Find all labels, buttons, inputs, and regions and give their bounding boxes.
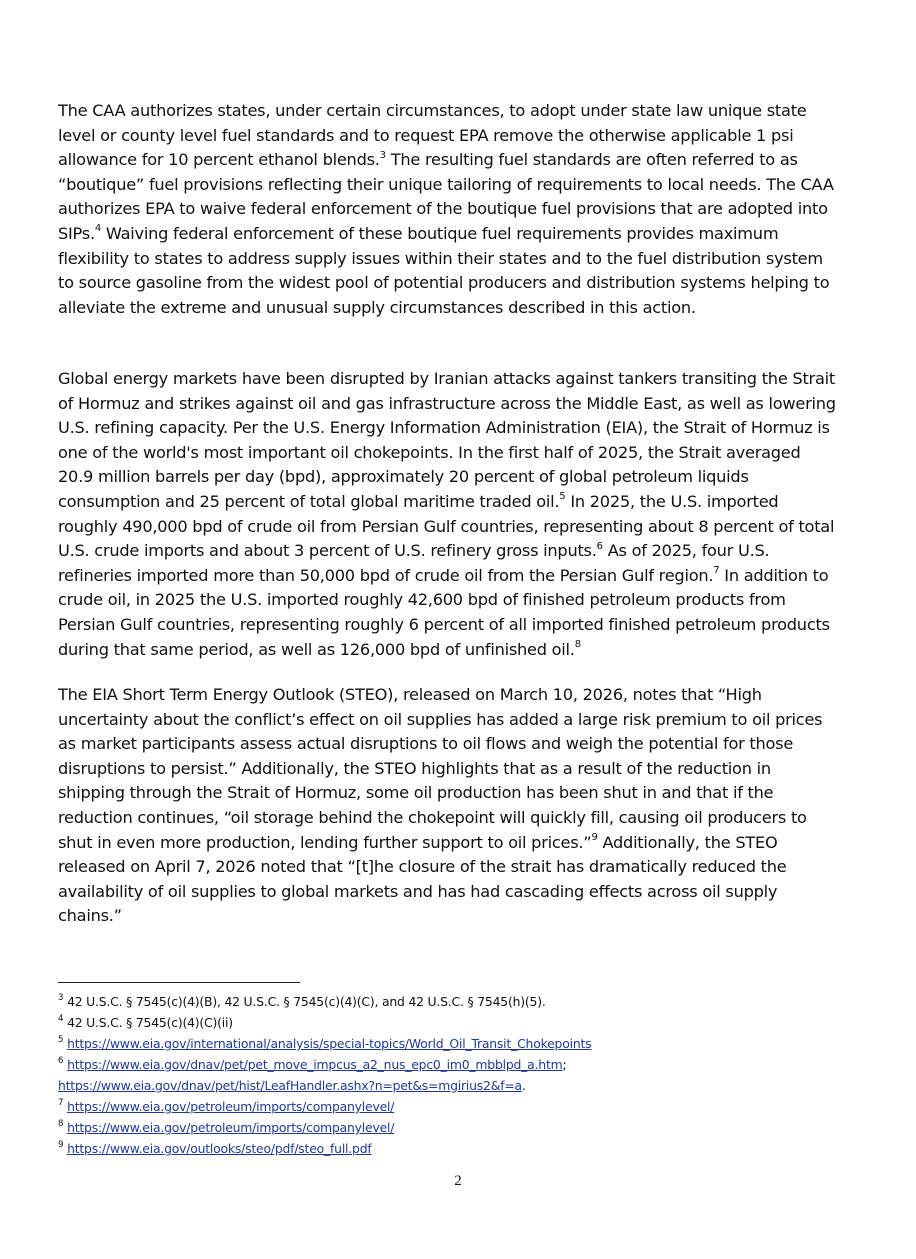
footnote-text: 42 U.S.C. § 7545(c)(4)(B), 42 U.S.C. § 7545(c)(4)(C), and 42 U.S.C. § 7545(h)(5). [67,994,546,1009]
footnote-3 [58,991,858,1012]
paragraph-text: In 2025, the U.S. imported roughly 490,000 bpd of crude oil from Persian Gulf countries, representing about 8 percent of total U.S. crude imports and about 3 percent of U.S. refinery gross inputs. [58,491,835,561]
footnote-9 [58,1138,858,1159]
paragraph-steo [58,683,838,929]
footnote-link[interactable]: https://www.eia.gov/petroleum/imports/companylevel/ [67,1099,395,1114]
paragraph-text: Waiving federal enforcement of these boutique fuel requirements provides maximum flexibility to states to address supply issues within their states and to the fuel distribution system to source gasoline from the widest pool of potential producers and distribution systems helping to alleviate the extreme and unusual supply circumstances described in this action. [58,223,830,317]
footnote-link[interactable]: https://www.eia.gov/dnav/pet/hist/LeafHandler.ashx?n=pet&s=mgirius2&f=a [58,1078,522,1093]
footnote-number: 7 [58,1097,64,1108]
footnote-4 [58,1012,858,1033]
footnote-number: 3 [58,992,64,1003]
paragraph-global-markets [58,367,838,662]
footnote-ref[interactable]: 6 [596,540,603,552]
paragraph-text: Additionally, the STEO released on April 7, 2026 noted that “[t]he closure of the strait has dramatically reduced the availability of oil supplies to global markets and has had cascading effects across oil supply chains.” [58,832,787,926]
paragraph-boutique-fuels [58,99,838,320]
footnote-8 [58,1117,858,1138]
paragraph-text: Global energy markets have been disrupted by Iranian attacks against tankers transiting the Strait of Hormuz and strikes against oil and gas infrastructure across the Middle East, as well as lowering U.S. refining capacity. Per the U.S. Energy Information Administration (EIA), the Strait of Hormuz is one of the world's most important oil chokepoints. In the first half of 2025, the Strait averaged 20.9 million barrels per day (bpd), approximately 20 percent of global petroleum liquids consumption and 25 percent of total global maritime traded oil. [58,369,836,511]
footnote-number: 9 [58,1139,64,1150]
paragraph-text: The EIA Short Term Energy Outlook (STEO), released on March 10, 2026, notes that “High uncertainty about the conflict’s effect on oil supplies has added a large risk premium to oil prices as market participants assess actual disruptions to oil flows and weigh the potential for those disruptions to persist.” Additionally, the STEO highlights that as a result of the reduction in shipping through the Strait of Hormuz, some oil production has been shut in and that if the reduction continues, “oil storage behind the chokepoint will quickly fill, causing oil producers to shut in even more production, lending further support to oil prices.” [58,685,823,852]
footnote-number: 4 [58,1013,64,1024]
paragraph-text: The resulting fuel standards are often referred to as “boutique” fuel provisions reflecting their unique tailoring of requirements to local needs. The CAA authorizes EPA to waive federal enforcement of the boutique fuel provisions that are adopted into SIPs. [58,150,834,243]
footnote-ref[interactable]: 8 [574,638,581,650]
footnote-link[interactable]: https://www.eia.gov/dnav/pet/pet_move_impcus_a2_nus_epc0_im0_mbblpd_a.htm [67,1057,563,1072]
footnote-7 [58,1096,858,1117]
footnote-ref[interactable]: 3 [379,149,386,161]
footnote-ref[interactable]: 7 [713,565,720,577]
footnote-ref[interactable]: 4 [94,223,101,235]
footnote-punctuation: . [521,1078,526,1093]
footnote-number: 6 [58,1055,64,1066]
footnote-6 [58,1054,858,1075]
footnote-number: 8 [58,1118,64,1129]
footnotes [58,991,858,1159]
footnote-6-continued [58,1075,858,1096]
page-number: 2 [454,1173,462,1189]
footnote-5 [58,1033,858,1054]
footnote-ref[interactable]: 9 [591,831,598,843]
footnote-number: 5 [58,1034,64,1045]
footnote-separator-text: ; [562,1057,567,1072]
paragraph-text: As of 2025, four U.S. refineries imported more than 50,000 bpd of crude oil from the Persian Gulf region. [58,541,770,585]
paragraph-text: In addition to crude oil, in 2025 the U.S. imported roughly 42,600 bpd of finished petroleum products from Persian Gulf countries, representing roughly 6 percent of all imported finished petroleum products during that same period, as well as 126,000 bpd of unfinished oil. [58,565,830,659]
footnote-link[interactable]: https://www.eia.gov/outlooks/steo/pdf/steo_full.pdf [67,1141,372,1156]
footnote-link[interactable]: https://www.eia.gov/international/analysis/special-topics/World_Oil_Transit_Chokepoints [67,1036,592,1051]
footnote-text: 42 U.S.C. § 7545(c)(4)(C)(ii) [67,1015,233,1030]
footnote-ref[interactable]: 5 [559,491,566,503]
footnote-link[interactable]: https://www.eia.gov/petroleum/imports/companylevel/ [67,1120,395,1135]
footnote-separator [58,982,300,983]
paragraph-text: The CAA authorizes states, under certain circumstances, to adopt under state law unique state level or county level fuel standards and to request EPA remove the otherwise applicable 1 psi allowance for 10 percent ethanol blends. [58,101,807,170]
